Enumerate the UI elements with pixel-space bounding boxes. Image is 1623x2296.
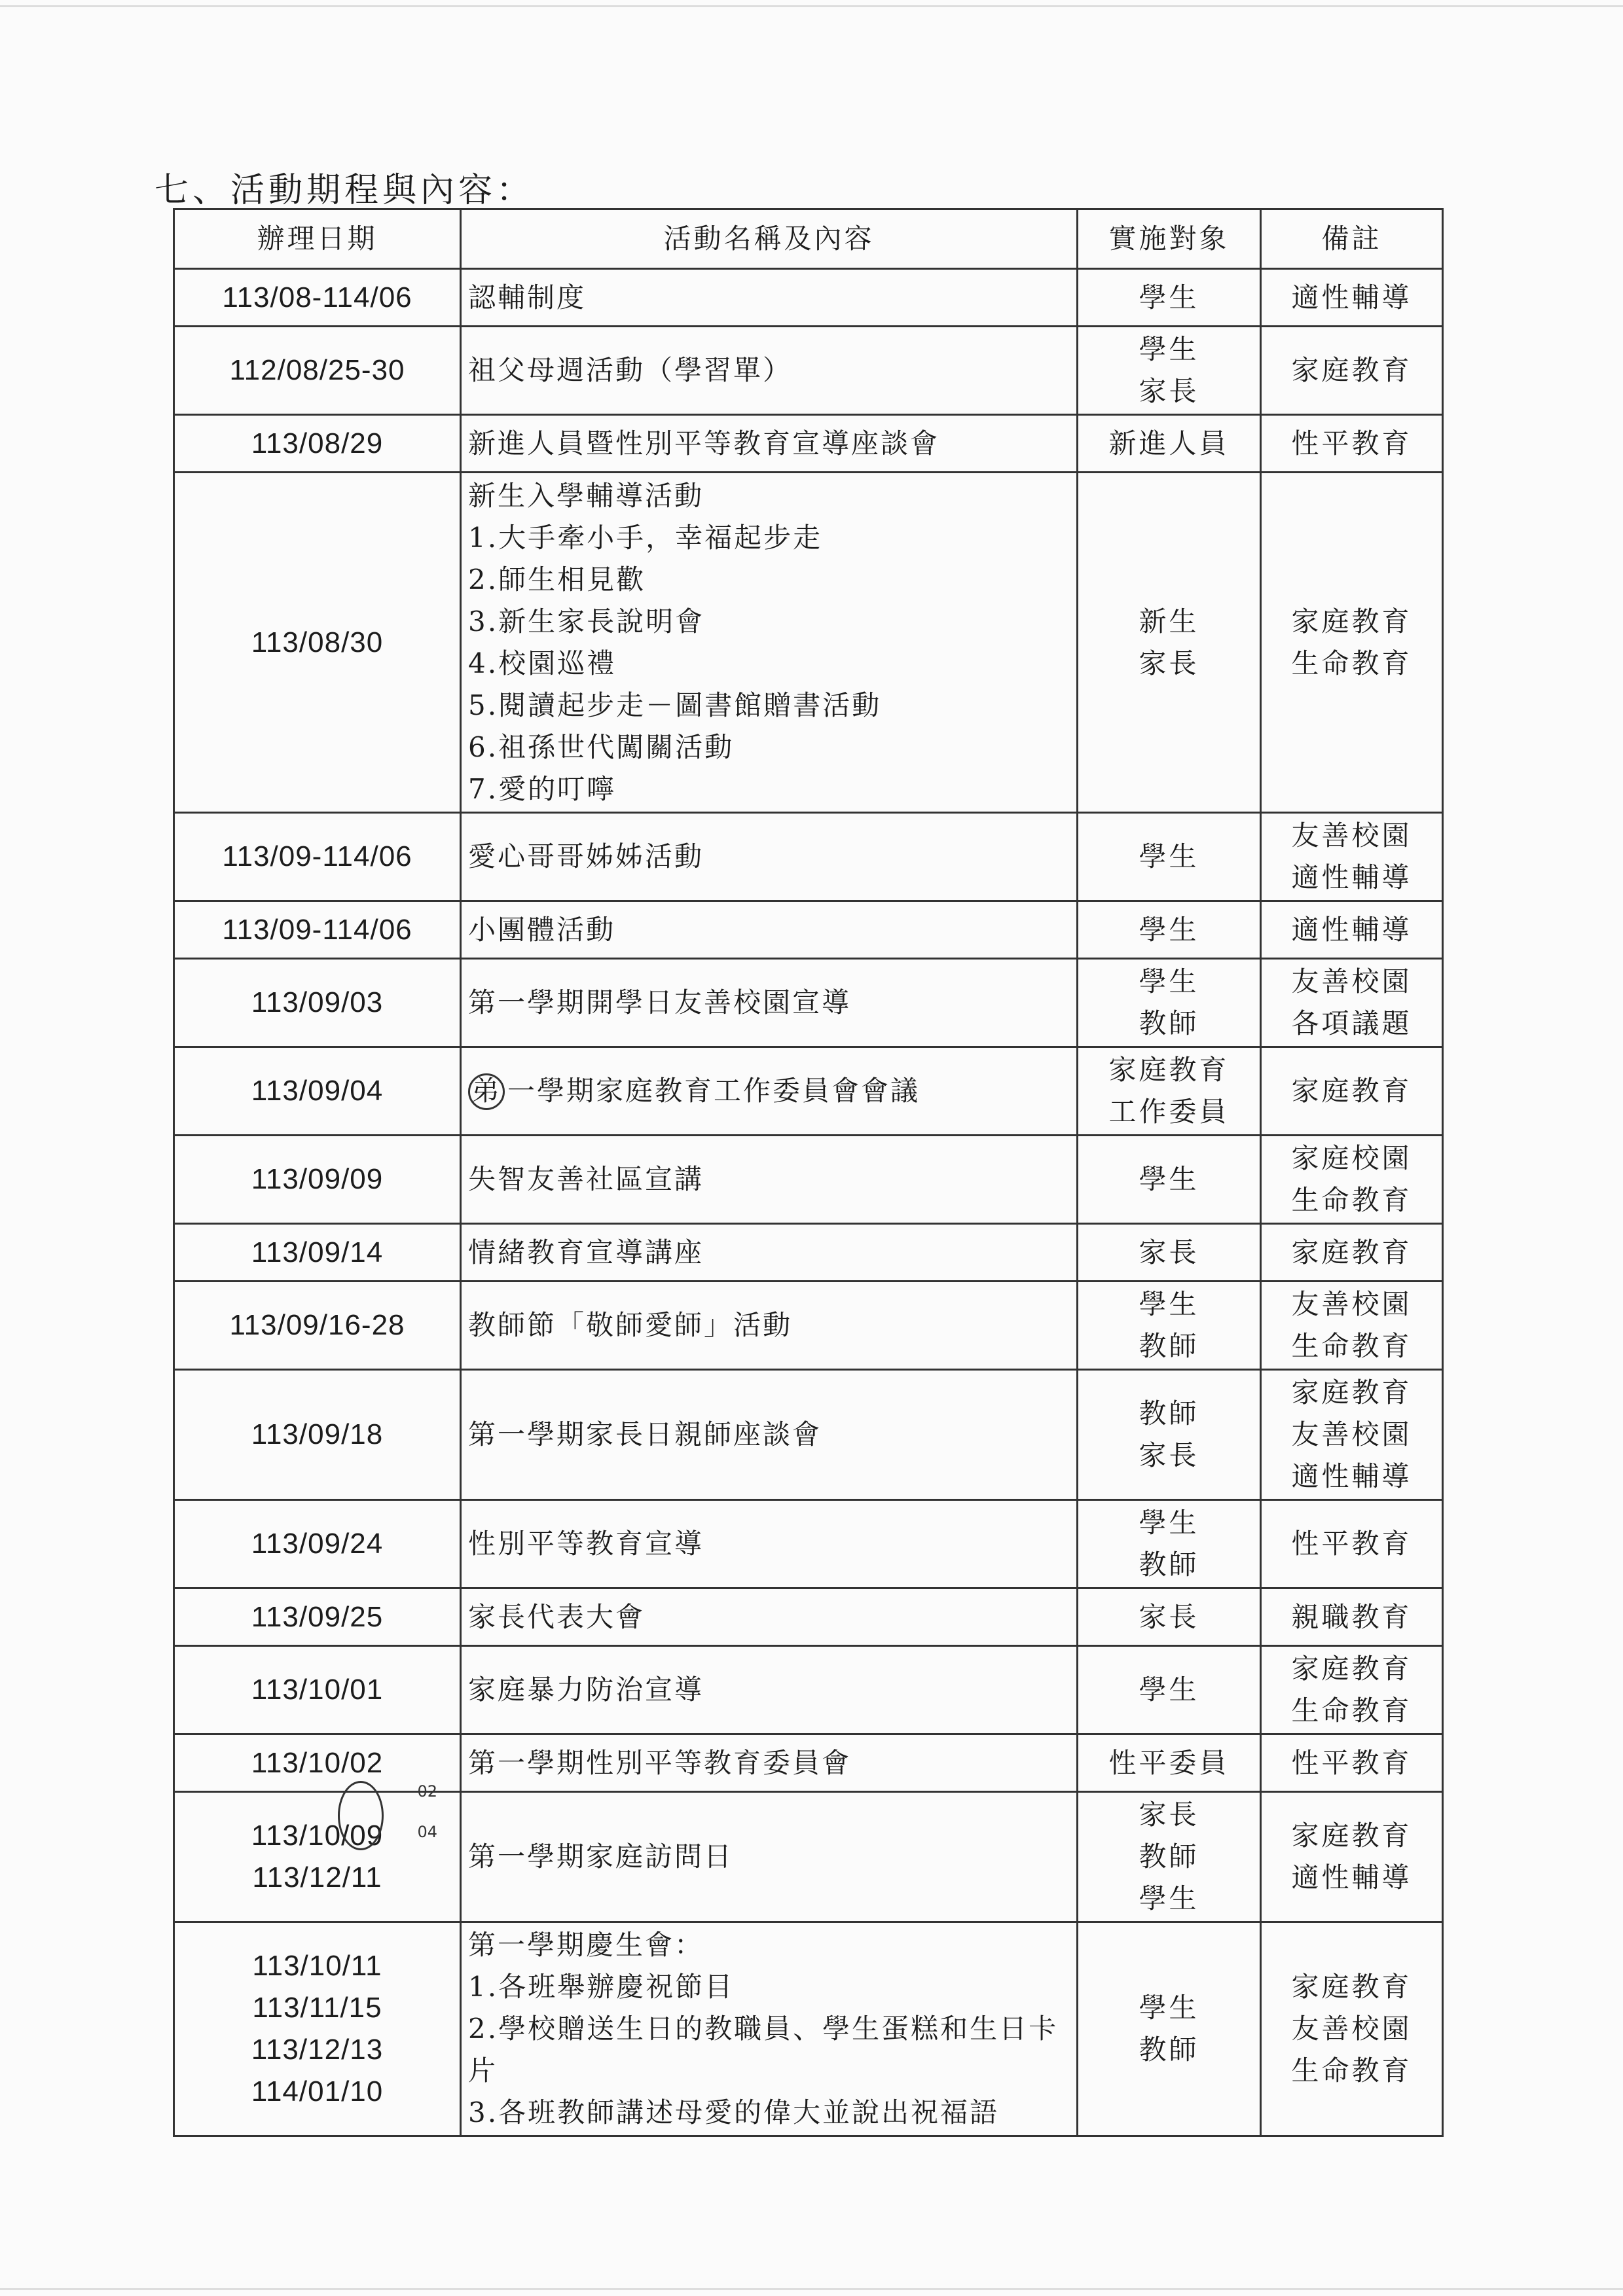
- activity-cell: [461, 1136, 1078, 1224]
- date-cell-line: 113/09/14: [251, 1236, 384, 1268]
- activity-cell: [461, 1734, 1078, 1792]
- note-cell-line: 生命教育: [1291, 1695, 1412, 1727]
- section-title: 七、活動期程與內容：: [155, 171, 535, 210]
- activity-cell: [461, 901, 1078, 959]
- date-cell: [174, 1646, 461, 1734]
- date-cell: [174, 473, 461, 813]
- target-cell: [1078, 1282, 1261, 1370]
- note-cell: [1261, 959, 1443, 1047]
- date-cell: [174, 901, 461, 959]
- activity-cell-line: 3.新生家長說明會: [468, 605, 705, 637]
- target-cell-line: 家長: [1139, 375, 1199, 407]
- activity-cell-line: [468, 1070, 1070, 1112]
- target-cell-line: 家長: [1139, 1439, 1199, 1471]
- note-cell: [1261, 813, 1443, 901]
- activity-cell: [461, 415, 1078, 473]
- target-cell-line: 學生: [1139, 965, 1199, 997]
- date-cell-line: 113/10/09: [251, 1820, 384, 1852]
- target-cell-line: 新生: [1139, 605, 1199, 637]
- activity-cell-line: 第一學期慶生會：: [468, 1929, 704, 1961]
- note-cell-line: 生命教育: [1291, 1330, 1412, 1362]
- note-cell-line: 家庭教育: [1291, 1971, 1412, 2003]
- date-cell-line: 114/01/10: [251, 2075, 384, 2108]
- date-cell-line: 113/09-114/06: [222, 913, 412, 946]
- target-cell: [1078, 959, 1261, 1047]
- activity-cell: [461, 1370, 1078, 1500]
- activity-cell: [461, 1922, 1078, 2136]
- table-row: [174, 959, 1443, 1047]
- handwritten-note: 04: [417, 1822, 438, 1841]
- target-cell: [1078, 269, 1261, 327]
- activity-cell-line: 愛心哥哥姊姊活動: [468, 840, 704, 872]
- target-cell-line: 工作委員: [1108, 1096, 1230, 1128]
- note-cell: [1261, 1136, 1443, 1224]
- note-cell: [1261, 327, 1443, 415]
- note-cell-line: 性平教育: [1291, 1746, 1412, 1779]
- target-cell-line: 教師: [1139, 1549, 1199, 1581]
- target-cell-line: 學生: [1139, 1288, 1199, 1320]
- note-cell: [1261, 1922, 1443, 2136]
- note-cell-line: 親職教育: [1291, 1600, 1412, 1633]
- activity-cell-line: 4.校園巡禮: [468, 647, 617, 679]
- date-cell: [174, 1922, 461, 2136]
- activity-cell-line: 第一學期性別平等教育委員會: [468, 1746, 852, 1779]
- activity-cell-line: 5.閱讀起步走－圖書館贈書活動: [468, 689, 882, 721]
- target-cell-line: 學生: [1139, 1882, 1199, 1914]
- header-note: 備註: [1261, 209, 1443, 269]
- note-cell-line: 友善校園: [1291, 819, 1412, 852]
- date-cell-line: 113/10/01: [251, 1674, 384, 1706]
- activity-cell: [461, 269, 1078, 327]
- target-cell-line: 學生: [1139, 333, 1199, 365]
- activity-cell-line: 家庭暴力防治宣導: [468, 1674, 704, 1706]
- note-cell: [1261, 1282, 1443, 1370]
- note-cell-line: 家庭教育: [1291, 1376, 1412, 1408]
- activity-cell-line: 第一學期家庭訪問日: [468, 1840, 734, 1873]
- target-cell-line: 家長: [1139, 1799, 1199, 1831]
- activity-cell: [461, 327, 1078, 415]
- target-cell-line: 教師: [1139, 1330, 1199, 1362]
- table-row: [174, 1588, 1443, 1646]
- date-cell: [174, 1792, 461, 1922]
- activity-cell-line: 新生入學輔導活動: [468, 479, 704, 512]
- date-cell-line: 113/12/11: [252, 1861, 382, 1893]
- activity-cell: [461, 1224, 1078, 1282]
- activity-text: 一學期家庭教育工作委員會會議: [507, 1075, 921, 1107]
- note-cell: [1261, 1370, 1443, 1500]
- target-cell: [1078, 327, 1261, 415]
- date-cell: [174, 1500, 461, 1588]
- date-cell-line: 113/08/29: [251, 427, 384, 459]
- note-cell: [1261, 473, 1443, 813]
- note-cell-line: 友善校園: [1291, 2013, 1412, 2045]
- target-cell: [1078, 1588, 1261, 1646]
- activity-cell-line: 2.學校贈送生日的教職員、學生蛋糕和生日卡片: [468, 2013, 1059, 2087]
- date-cell: [174, 959, 461, 1047]
- note-cell-line: 生命教育: [1291, 2054, 1412, 2087]
- activity-cell-line: 情緒教育宣導講座: [468, 1236, 704, 1268]
- note-cell-line: 性平教育: [1291, 1528, 1412, 1560]
- table-row: [174, 473, 1443, 813]
- date-cell: [174, 1224, 461, 1282]
- target-cell-line: 新進人員: [1108, 427, 1230, 459]
- target-cell: [1078, 473, 1261, 813]
- note-cell-line: 適性輔導: [1291, 281, 1412, 314]
- table-row: [174, 813, 1443, 901]
- activity-cell-line: 6.祖孫世代闖關活動: [468, 730, 735, 763]
- header-target: 實施對象: [1078, 209, 1261, 269]
- note-cell: [1261, 1646, 1443, 1734]
- activity-cell: [461, 1792, 1078, 1922]
- activity-cell-line: 3.各班教師講述母愛的偉大並說出祝福語: [468, 2096, 1000, 2128]
- table-row: [174, 1282, 1443, 1370]
- note-cell-line: 家庭教育: [1291, 605, 1412, 637]
- target-cell: [1078, 1792, 1261, 1922]
- date-cell: [174, 1047, 461, 1136]
- activity-cell: [461, 1500, 1078, 1588]
- target-cell-line: 性平委員: [1108, 1746, 1230, 1779]
- header-activity: 活動名稱及內容: [461, 209, 1078, 269]
- activity-cell-line: 第一學期開學日友善校園宣導: [468, 986, 852, 1018]
- note-cell: [1261, 1500, 1443, 1588]
- note-cell: [1261, 1047, 1443, 1136]
- date-cell-line: 113/09/09: [251, 1163, 384, 1195]
- activity-cell: [461, 473, 1078, 813]
- note-cell-line: 適性輔導: [1291, 913, 1412, 946]
- date-cell-line: 113/08/30: [251, 626, 384, 658]
- note-cell-line: 家庭教育: [1291, 1075, 1412, 1107]
- note-cell-line: 家庭教育: [1291, 1236, 1412, 1268]
- note-cell-line: 性平教育: [1291, 427, 1412, 459]
- activity-cell-line: 性別平等教育宣導: [468, 1528, 704, 1560]
- date-cell: [174, 1370, 461, 1500]
- target-cell-line: 學生: [1139, 1507, 1199, 1539]
- activity-cell-line: 祖父母週活動（學習單）: [468, 354, 793, 386]
- date-cell: [174, 269, 461, 327]
- target-cell: [1078, 415, 1261, 473]
- note-cell: [1261, 1792, 1443, 1922]
- note-cell: [1261, 1224, 1443, 1282]
- scan-edge-bottom: [0, 2288, 1623, 2290]
- note-cell-line: 適性輔導: [1291, 1460, 1412, 1492]
- target-cell-line: 家庭教育: [1108, 1054, 1230, 1086]
- date-cell: [174, 1588, 461, 1646]
- note-cell: [1261, 1588, 1443, 1646]
- date-cell-line: 113/09/24: [251, 1528, 384, 1560]
- date-cell: [174, 1282, 461, 1370]
- activity-cell-line: 家長代表大會: [468, 1600, 646, 1633]
- target-cell-line: 學生: [1139, 840, 1199, 872]
- handwritten-note: 02: [417, 1782, 438, 1801]
- target-cell: [1078, 1047, 1261, 1136]
- note-cell-line: 家庭教育: [1291, 1820, 1412, 1852]
- target-cell-line: 學生: [1139, 913, 1199, 946]
- table-row: [174, 1922, 1443, 2136]
- table-body: [174, 269, 1443, 2136]
- date-cell-line: 113/10/02: [251, 1746, 384, 1779]
- date-cell: [174, 813, 461, 901]
- date-cell-line: 113/09/18: [251, 1418, 384, 1450]
- note-cell-line: 家庭教育: [1291, 1653, 1412, 1685]
- date-cell-line: 113/09/04: [251, 1075, 384, 1107]
- activity-cell-line: 失智友善社區宣講: [468, 1163, 704, 1195]
- target-cell: [1078, 1922, 1261, 2136]
- target-cell-line: 學生: [1139, 1992, 1199, 2024]
- note-cell-line: 適性輔導: [1291, 1861, 1412, 1893]
- date-cell: [174, 327, 461, 415]
- table-row: [174, 1646, 1443, 1734]
- note-cell: [1261, 901, 1443, 959]
- activity-cell: [461, 1646, 1078, 1734]
- handwritten-circle: [338, 1781, 384, 1850]
- circled-character: 弟: [468, 1073, 505, 1110]
- note-cell: [1261, 415, 1443, 473]
- activity-cell-line: 新進人員暨性別平等教育宣導座談會: [468, 427, 940, 459]
- date-cell: [174, 415, 461, 473]
- activity-cell: [461, 1588, 1078, 1646]
- note-cell-line: 家庭校園: [1291, 1142, 1412, 1174]
- note-cell-line: 生命教育: [1291, 1184, 1412, 1216]
- target-cell-line: 教師: [1139, 2034, 1199, 2066]
- activity-cell: [461, 1047, 1078, 1136]
- date-cell-line: 113/11/15: [252, 1992, 382, 2024]
- table-row: [174, 1370, 1443, 1500]
- table-row: [174, 901, 1443, 959]
- activity-cell: [461, 1282, 1078, 1370]
- note-cell-line: 友善校園: [1291, 1288, 1412, 1320]
- header-date: 辦理日期: [174, 209, 461, 269]
- note-cell: [1261, 269, 1443, 327]
- date-cell-line: 113/09/03: [251, 986, 384, 1018]
- target-cell-line: 學生: [1139, 281, 1199, 314]
- activity-cell-line: 7.愛的叮嚀: [468, 772, 617, 805]
- note-cell-line: 友善校園: [1291, 1418, 1412, 1450]
- target-cell-line: 學生: [1139, 1674, 1199, 1706]
- table-row: [174, 327, 1443, 415]
- table-row: [174, 1047, 1443, 1136]
- target-cell: [1078, 1734, 1261, 1792]
- note-cell-line: 各項議題: [1291, 1007, 1412, 1039]
- activity-cell-line: 1.大手牽小手，幸福起步走: [468, 521, 823, 554]
- note-cell-line: 家庭教育: [1291, 354, 1412, 386]
- date-cell-line: 113/09-114/06: [222, 840, 412, 872]
- target-cell-line: 家長: [1139, 1600, 1199, 1633]
- note-cell: [1261, 1734, 1443, 1792]
- target-cell: [1078, 1224, 1261, 1282]
- activity-cell-line: 認輔制度: [468, 281, 587, 314]
- target-cell: [1078, 813, 1261, 901]
- target-cell-line: 家長: [1139, 647, 1199, 679]
- activity-cell-line: 2.師生相見歡: [468, 563, 646, 596]
- activity-cell-line: 小團體活動: [468, 913, 616, 946]
- activity-cell-line: 1.各班舉辦慶祝節目: [468, 1971, 735, 2003]
- note-cell-line: 友善校園: [1291, 965, 1412, 997]
- target-cell-line: 教師: [1139, 1840, 1199, 1873]
- table-header-row: [174, 209, 1443, 269]
- table-row: [174, 1224, 1443, 1282]
- table-row: [174, 1500, 1443, 1588]
- target-cell-line: 學生: [1139, 1163, 1199, 1195]
- note-cell-line: 適性輔導: [1291, 861, 1412, 893]
- target-cell: [1078, 1370, 1261, 1500]
- date-cell-line: 113/08-114/06: [222, 281, 412, 314]
- target-cell: [1078, 1646, 1261, 1734]
- date-cell-line: 112/08/25-30: [229, 354, 405, 386]
- table-row: [174, 415, 1443, 473]
- target-cell-line: 教師: [1139, 1007, 1199, 1039]
- activity-cell: [461, 959, 1078, 1047]
- target-cell-line: 家長: [1139, 1236, 1199, 1268]
- date-cell-line: 113/09/16-28: [229, 1309, 405, 1341]
- target-cell-line: 教師: [1139, 1397, 1199, 1429]
- date-cell-line: 113/12/13: [251, 2034, 384, 2066]
- target-cell: [1078, 1136, 1261, 1224]
- target-cell: [1078, 901, 1261, 959]
- date-cell-line: 113/10/11: [252, 1950, 382, 1982]
- activity-cell-line: 教師節「敬師愛師」活動: [468, 1309, 793, 1341]
- table-row: [174, 269, 1443, 327]
- activity-cell-line: 第一學期家長日親師座談會: [468, 1418, 822, 1450]
- activity-cell: [461, 813, 1078, 901]
- target-cell: [1078, 1500, 1261, 1588]
- table-row: [174, 1136, 1443, 1224]
- note-cell-line: 生命教育: [1291, 647, 1412, 679]
- scan-edge-top: [0, 5, 1623, 7]
- date-cell-line: 113/09/25: [251, 1600, 384, 1633]
- date-cell: [174, 1136, 461, 1224]
